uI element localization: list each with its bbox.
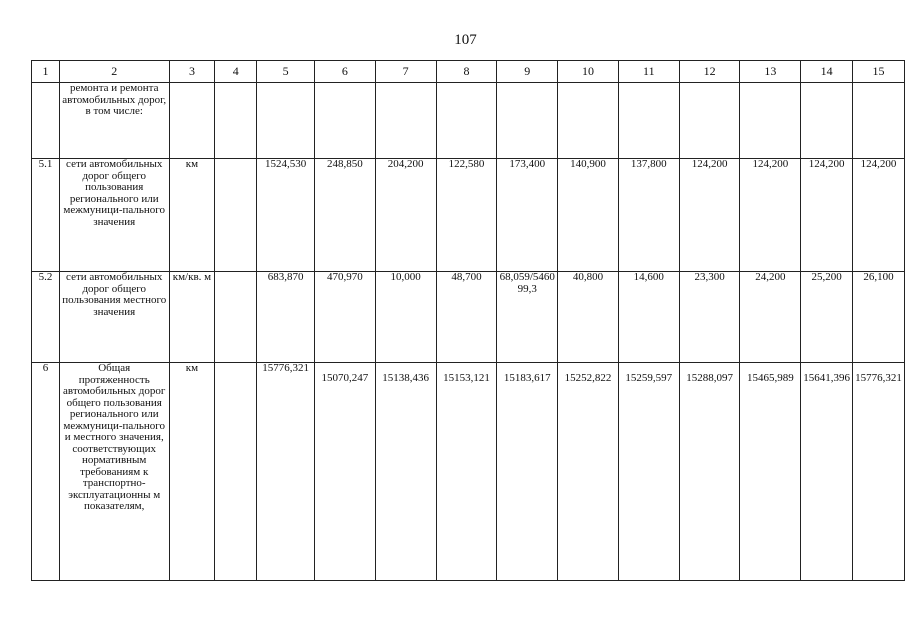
row-value: 14,600 [618, 272, 679, 363]
row-value: 15259,597 [618, 363, 679, 581]
header-cell: 4 [215, 61, 257, 83]
row-value [618, 83, 679, 159]
header-cell: 15 [853, 61, 905, 83]
row-value: 10,000 [375, 272, 436, 363]
table-row [32, 272, 905, 363]
header-cell: 12 [679, 61, 740, 83]
row-name: ремонта и ремонта автомобильных дорог, в том числе: [59, 83, 169, 159]
row-col4 [215, 363, 257, 581]
data-table [31, 60, 905, 581]
row-value [315, 83, 376, 159]
row-value [497, 83, 558, 159]
row-number: 6 [32, 363, 60, 581]
row-value [558, 83, 619, 159]
row-col4 [215, 272, 257, 363]
header-cell: 11 [618, 61, 679, 83]
row-unit: км [169, 363, 215, 581]
row-value: 15465,989 [740, 363, 801, 581]
row-unit [169, 83, 215, 159]
row-value: 15183,617 [497, 363, 558, 581]
row-value [436, 83, 497, 159]
row-col4 [215, 159, 257, 272]
header-cell: 14 [801, 61, 853, 83]
row-total [257, 83, 315, 159]
table-row [32, 83, 905, 159]
row-value: 15153,121 [436, 363, 497, 581]
row-value: 137,800 [618, 159, 679, 272]
row-value [801, 83, 853, 159]
row-unit: км/кв. м [169, 272, 215, 363]
row-value: 124,200 [853, 159, 905, 272]
row-value: 48,700 [436, 272, 497, 363]
row-value: 15288,097 [679, 363, 740, 581]
row-value: 15252,822 [558, 363, 619, 581]
row-value: 124,200 [740, 159, 801, 272]
header-cell: 2 [59, 61, 169, 83]
row-value: 15776,321 [853, 363, 905, 581]
row-number: 5.1 [32, 159, 60, 272]
row-total: 15776,321 [257, 363, 315, 581]
header-cell: 8 [436, 61, 497, 83]
header-cell: 13 [740, 61, 801, 83]
row-name: сети автомобильных дорог общего пользования местного значения [59, 272, 169, 363]
row-value: 68,059/546099,3 [497, 272, 558, 363]
row-value [740, 83, 801, 159]
row-name: сети автомобильных дорог общего пользования регионального или межмуници-пального значения [59, 159, 169, 272]
row-value [853, 83, 905, 159]
page-number: 107 [454, 32, 477, 48]
row-value [375, 83, 436, 159]
row-number [32, 83, 60, 159]
row-value [679, 83, 740, 159]
row-value: 204,200 [375, 159, 436, 272]
header-cell: 7 [375, 61, 436, 83]
row-unit: км [169, 159, 215, 272]
row-value: 40,800 [558, 272, 619, 363]
row-value: 248,850 [315, 159, 376, 272]
row-value: 173,400 [497, 159, 558, 272]
row-value: 15641,396 [801, 363, 853, 581]
row-value: 122,580 [436, 159, 497, 272]
table-row [32, 159, 905, 272]
row-name: Общая протяженность автомобильных дорог общего пользования регионального или межмуници-пального и местного значения, соответствующих нормативным требованиям к транспортно-эксплуатационны м показателям, [59, 363, 169, 581]
header-cell: 10 [558, 61, 619, 83]
row-value: 140,900 [558, 159, 619, 272]
row-value: 15070,247 [315, 363, 376, 581]
row-value: 124,200 [679, 159, 740, 272]
row-col4 [215, 83, 257, 159]
header-cell: 3 [169, 61, 215, 83]
row-value: 26,100 [853, 272, 905, 363]
row-value: 15138,436 [375, 363, 436, 581]
table-row [32, 363, 905, 581]
header-row [32, 61, 905, 83]
row-value: 470,970 [315, 272, 376, 363]
row-value: 124,200 [801, 159, 853, 272]
row-value: 25,200 [801, 272, 853, 363]
header-cell: 5 [257, 61, 315, 83]
header-cell: 6 [315, 61, 376, 83]
row-value: 24,200 [740, 272, 801, 363]
row-total: 683,870 [257, 272, 315, 363]
header-cell: 1 [32, 61, 60, 83]
row-total: 1524,530 [257, 159, 315, 272]
header-cell: 9 [497, 61, 558, 83]
row-number: 5.2 [32, 272, 60, 363]
row-value: 23,300 [679, 272, 740, 363]
